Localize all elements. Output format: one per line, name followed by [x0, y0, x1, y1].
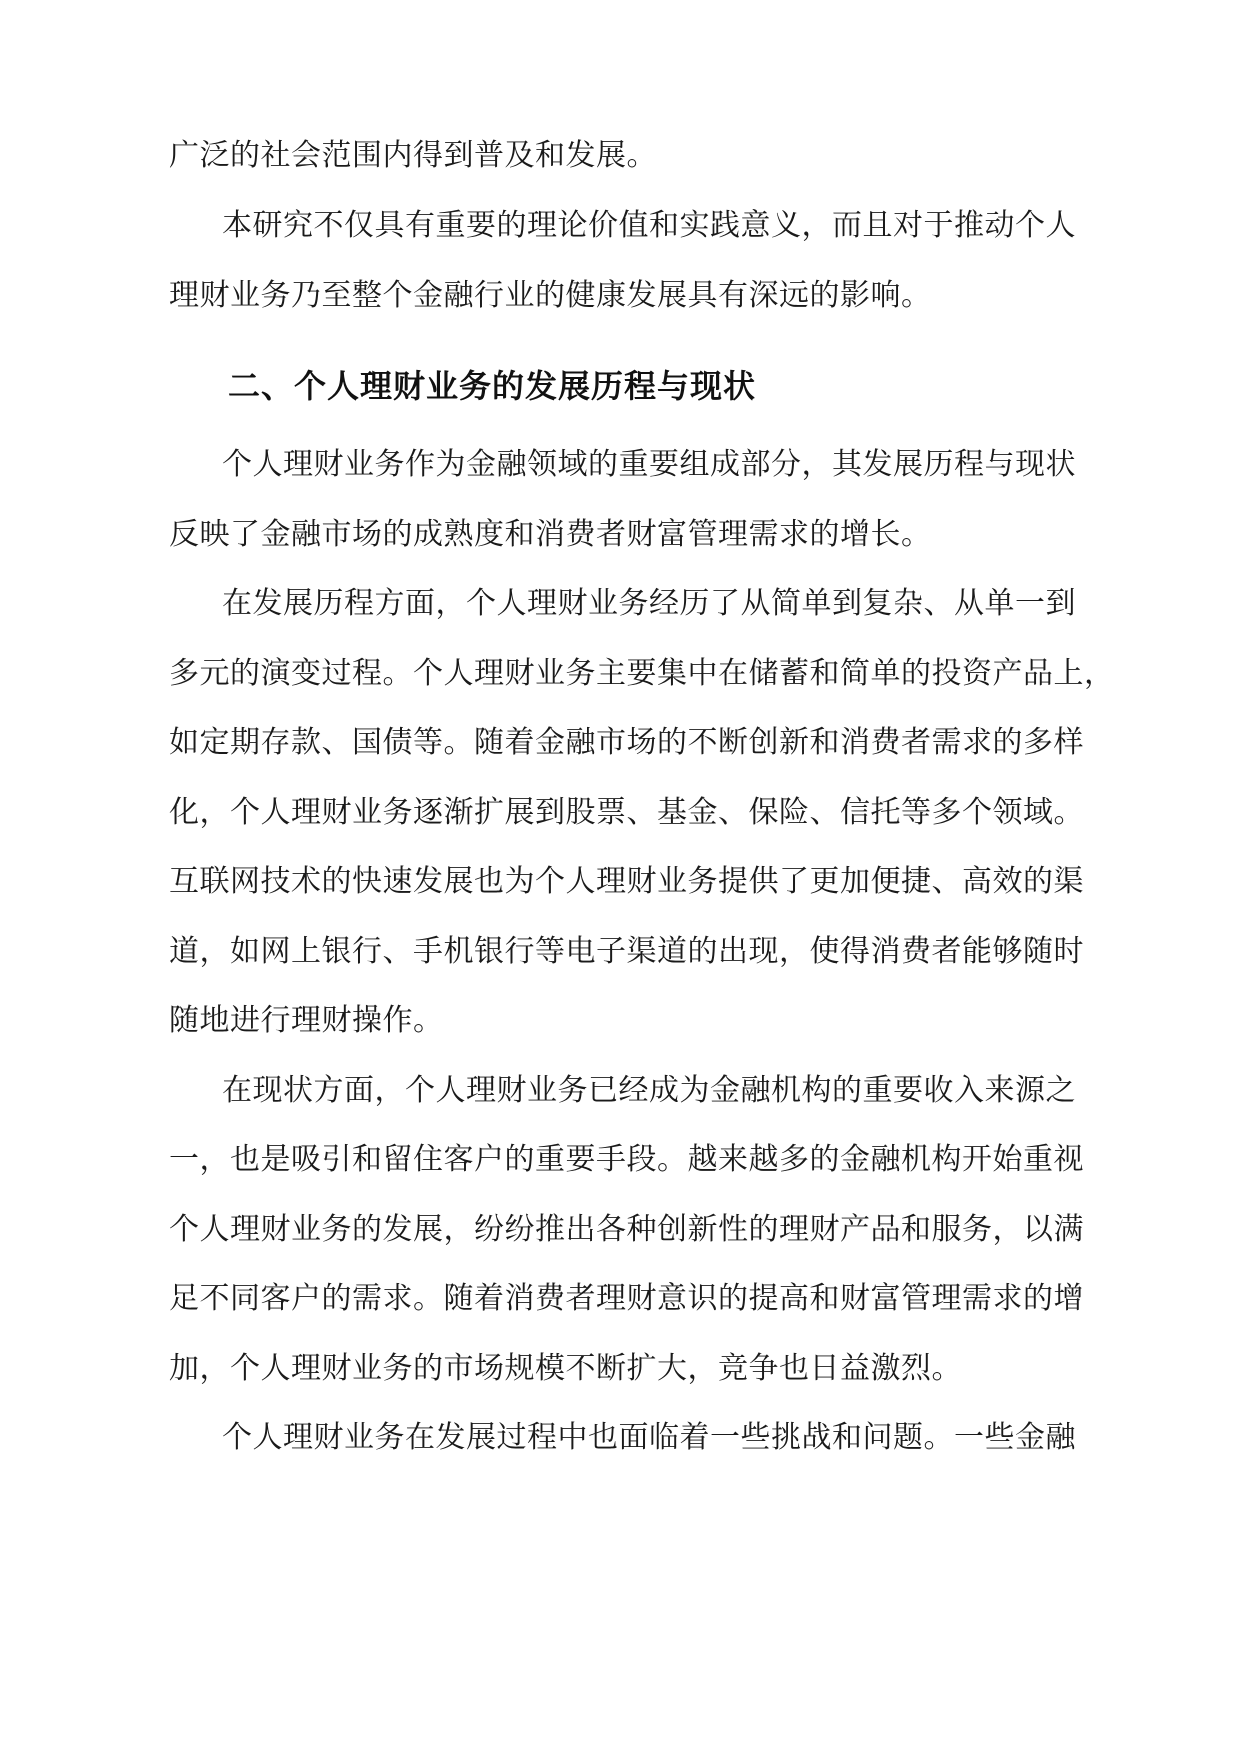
paragraph-line: 在发展历程方面，个人理财业务经历了从简单到复杂、从单一到 [222, 586, 1076, 621]
paragraph-line: 随地进行理财操作。 [169, 1003, 444, 1038]
paragraph-line: 互联网技术的快速发展也为个人理财业务提供了更加便捷、高效的渠 [169, 864, 1084, 899]
paragraph-line: 多元的演变过程。个人理财业务主要集中在储蓄和简单的投资产品上， [169, 656, 1115, 691]
paragraph-line: 在现状方面，个人理财业务已经成为金融机构的重要收入来源之 [222, 1073, 1076, 1108]
paragraph-line: 本研究不仅具有重要的理论价值和实践意义，而且对于推动个人 [222, 208, 1076, 243]
paragraph-line: 个人理财业务的发展，纷纷推出各种创新性的理财产品和服务，以满 [169, 1212, 1084, 1247]
paragraph-line: 理财业务乃至整个金融行业的健康发展具有深远的影响。 [169, 278, 932, 313]
section-heading: 二、个人理财业务的发展历程与现状 [228, 367, 757, 405]
paragraph-line: 道，如网上银行、手机银行等电子渠道的出现，使得消费者能够随时 [169, 934, 1084, 969]
paragraph-line: 足不同客户的需求。随着消费者理财意识的提高和财富管理需求的增 [169, 1281, 1084, 1316]
paragraph-line: 个人理财业务在发展过程中也面临着一些挑战和问题。一些金融 [222, 1420, 1076, 1455]
paragraph-line: 化，个人理财业务逐渐扩展到股票、基金、保险、信托等多个领域。 [169, 795, 1084, 830]
paragraph-line: 一，也是吸引和留住客户的重要手段。越来越多的金融机构开始重视 [169, 1142, 1084, 1177]
paragraph-line: 广泛的社会范围内得到普及和发展。 [169, 138, 657, 173]
paragraph-line: 反映了金融市场的成熟度和消费者财富管理需求的增长。 [169, 517, 932, 552]
paragraph-line: 加，个人理财业务的市场规模不断扩大，竞争也日益激烈。 [169, 1351, 962, 1386]
paragraph-line: 如定期存款、国债等。随着金融市场的不断创新和消费者需求的多样 [169, 725, 1084, 760]
paragraph-line: 个人理财业务作为金融领域的重要组成部分，其发展历程与现状 [222, 447, 1076, 482]
